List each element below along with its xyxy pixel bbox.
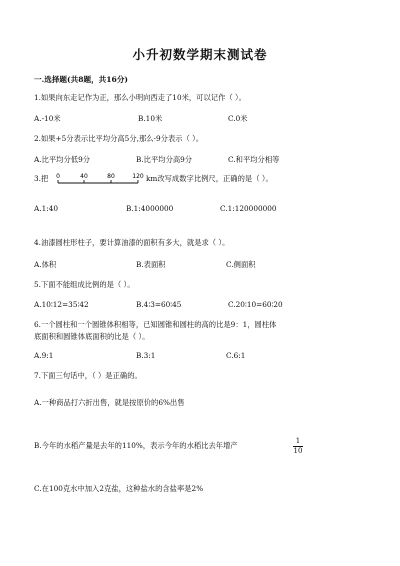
q5-option-c: C.20∶10=60∶20	[228, 300, 283, 309]
q2-option-c: C.和平均分相等	[228, 155, 280, 164]
scale-label-120: 120	[132, 173, 144, 180]
scale-bar-svg	[56, 170, 146, 186]
question-1: 1.如果向东走记作为正，那么小明向西走了10米，可以记作（ ）。	[34, 93, 246, 102]
q2-option-b: B.比平均分高9分	[136, 155, 193, 164]
q6-option-a: A.9:1	[34, 351, 54, 360]
q3-option-c: C.1:120000000	[220, 204, 277, 213]
q6-option-c: C.6:1	[226, 351, 246, 360]
question-3-prefix: 3.把	[34, 174, 49, 183]
fraction-denominator: 10	[293, 447, 303, 455]
scale-label-40: 40	[80, 173, 88, 180]
fraction-one-tenth	[292, 437, 304, 456]
scale-label-0: 0	[56, 173, 60, 180]
q4-option-b: B.表面积	[136, 260, 166, 269]
q3-option-b: B.1:4000000	[126, 204, 174, 213]
q7-option-c: C.在100克水中加入2克盐，这种盐水的含盐率是2%	[34, 484, 204, 493]
scale-label-80: 80	[107, 173, 115, 180]
q5-option-a: A.10∶12=35∶42	[34, 300, 89, 309]
q4-option-c: C.侧面积	[226, 260, 256, 269]
question-5: 5.下面不能组成比例的是（ ）。	[34, 280, 135, 289]
scale-bar-diagram	[56, 170, 146, 186]
question-6-line-1: 6.一个圆柱和一个圆锥体积相等，已知圆锥和圆柱的高的比是9：1，圆柱体	[34, 320, 277, 329]
q1-option-c: C.0米	[228, 114, 248, 123]
question-6-line-2: 底面积和圆锥体底面积的比是（ ）。	[34, 332, 150, 341]
q6-option-b: B.3:1	[136, 351, 156, 360]
q2-option-a: A.比平均分低9分	[34, 155, 91, 164]
q7-option-b: B.今年的水稻产量是去年的110%，表示今年的水稻比去年增产	[34, 441, 238, 450]
q3-option-a: A.1:40	[34, 204, 58, 213]
question-7: 7.下面三句话中，（ ）是正确的。	[34, 371, 142, 380]
section-heading: 一.选择题(共8题，共16分)	[34, 75, 129, 84]
q7-option-a: A.一种商品打六折出售，就是按原价的6%出售	[34, 398, 185, 407]
question-4: 4.油漆圆柱形柱子，要计算油漆的面积有多大，就是求（ ）。	[34, 238, 230, 247]
q1-option-b: B.10米	[138, 114, 163, 123]
q1-option-a: A.-10米	[34, 114, 61, 123]
q5-option-b: B.4∶3=60∶45	[136, 300, 182, 309]
question-2: 2.如果+5分表示比平均分高5分,那么-9分表示（ ）。	[34, 134, 204, 143]
page-title: 小升初数学期末测试卷	[132, 47, 268, 62]
q4-option-a: A.体积	[34, 260, 57, 269]
question-3-suffix: km改写成数字比例尺，正确的是（ ）。	[146, 174, 273, 183]
fraction-numerator: 1	[295, 437, 301, 445]
